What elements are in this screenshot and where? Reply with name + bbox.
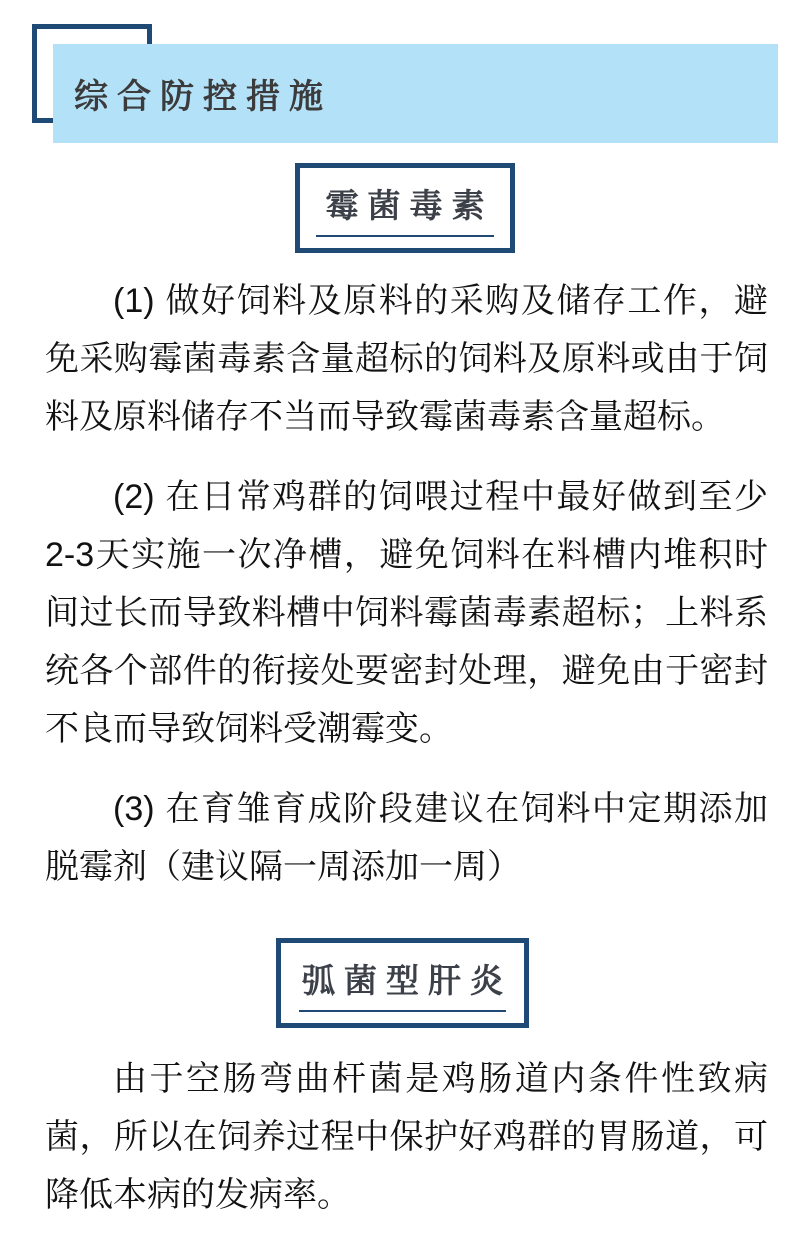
section-title-hepatitis: 弧菌型肝炎 — [302, 961, 512, 999]
section-body-hepatitis — [45, 1050, 768, 1243]
page-title: 综合防控措施 — [74, 78, 332, 116]
header-banner — [53, 44, 778, 143]
title-underline — [299, 1010, 506, 1012]
body-paragraph: (3) 在育雏育成阶段建议在饲料中定期添加脱霉剂（建议隔一周添加一周） — [45, 790, 768, 886]
body-paragraph: 由于空肠弯曲杆菌是鸡肠道内条件性致病菌，所以在饲养过程中保护好鸡群的胃肠道，可降低本病的发病率。 — [45, 1060, 768, 1214]
body-paragraph: (2) 在日常鸡群的饲喂过程中最好做到至少2-3天实施一次净槽，避免饲料在料槽内堆积时间过长而导致料槽中饲料霉菌毒素超标；上料系统各个部件的衔接处要密封处理，避免由于密封不良而导致饲料受潮霉变。 — [45, 478, 768, 748]
section-title-mycotoxin: 霉菌毒素 — [325, 186, 494, 224]
section-title-box-hepatitis — [276, 938, 529, 1028]
section-title-box-mycotoxin — [295, 163, 515, 253]
section-body-mycotoxin — [45, 272, 768, 918]
title-underline — [316, 235, 495, 237]
body-paragraph: (1) 做好饲料及原料的采购及储存工作，避免采购霉菌毒素含量超标的饲料及原料或由于饲料及原料储存不当而导致霉菌毒素含量超标。 — [45, 282, 768, 436]
